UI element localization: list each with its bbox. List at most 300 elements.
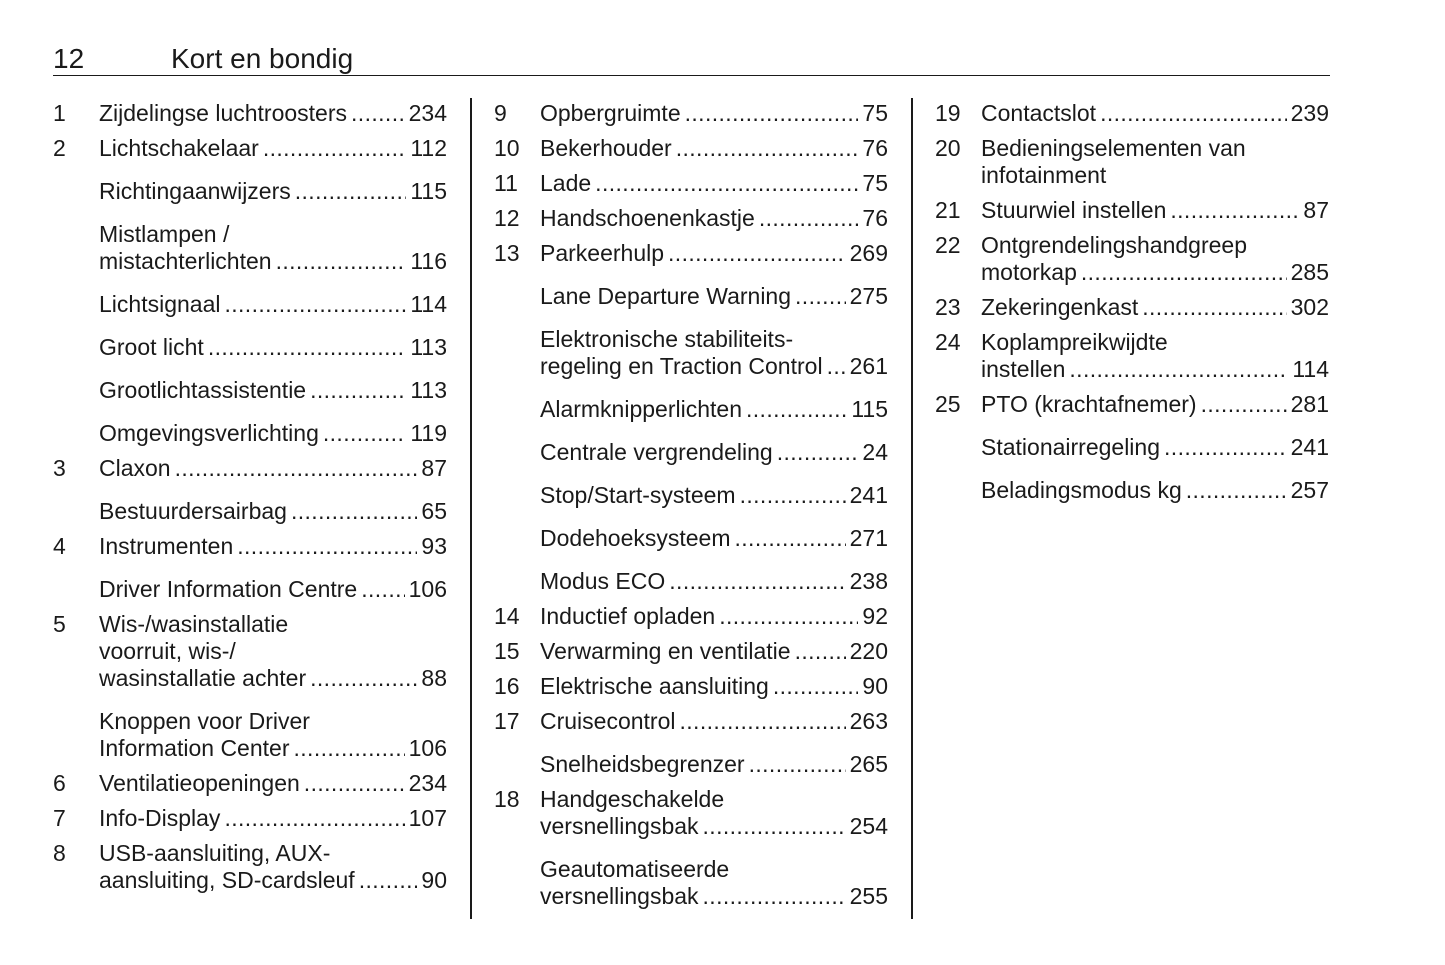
entry-line-with-page: [540, 603, 888, 630]
entry-line: Lichtschakelaar: [99, 135, 259, 161]
entry-text: [99, 576, 447, 603]
entry-line: Bekerhouder: [540, 135, 672, 161]
index-entry: [494, 135, 888, 162]
entry-page-number: 241: [849, 482, 888, 508]
dot-leader: [749, 751, 846, 778]
entry-text: [99, 100, 447, 127]
dot-leader: [676, 135, 859, 162]
entry-line: Stationairregeling: [981, 434, 1161, 460]
entry-page-number: 93: [421, 533, 447, 559]
entry-line-with-page: [99, 291, 447, 318]
entry-number: 25: [935, 391, 961, 417]
dot-leader: [175, 455, 418, 482]
entry-number: 16: [494, 673, 520, 699]
entry-line: Dodehoeksysteem: [540, 525, 731, 551]
entry-number: 8: [53, 840, 66, 866]
entry-text: [99, 377, 447, 404]
index-entry: [494, 856, 888, 910]
dot-leader: [237, 533, 417, 560]
index-entry: [53, 498, 447, 525]
entry-number: 2: [53, 135, 66, 161]
entry-line: Stop/Start-systeem: [540, 482, 736, 508]
entry-line-with-page: [540, 135, 888, 162]
entry-line: Zijdelingse luchtroosters: [99, 100, 348, 126]
entry-line-with-page: [99, 455, 447, 482]
dot-leader: [361, 576, 404, 603]
entry-number: 10: [494, 135, 520, 161]
dot-leader: [295, 178, 407, 205]
entry-page-number: 239: [1290, 100, 1329, 126]
entry-line-with-page: [981, 477, 1329, 504]
entry-page-number: 257: [1290, 477, 1329, 503]
entry-number: 23: [935, 294, 961, 320]
entry-text: [99, 178, 447, 205]
entry-line-with-page: [981, 259, 1329, 286]
index-entry: [53, 576, 447, 603]
entry-line: Modus ECO: [540, 568, 666, 594]
entry-number: 6: [53, 770, 66, 796]
entry-line-with-page: [99, 735, 447, 762]
dot-leader: [310, 377, 406, 404]
entry-line: Driver Information Centre: [99, 576, 358, 602]
entry-line: USB-aansluiting, AUX-: [99, 840, 331, 866]
entry-page-number: 115: [410, 178, 447, 204]
entry-number: 1: [53, 100, 66, 126]
dot-leader: [1201, 391, 1287, 418]
entry-number: 13: [494, 240, 520, 266]
dot-leader: [208, 334, 407, 361]
entry-page-number: 119: [410, 420, 447, 446]
entry-page-number: 88: [421, 665, 447, 691]
entry-text: [540, 603, 888, 630]
entry-page-number: 107: [408, 805, 447, 831]
entry-line-with-page: [99, 248, 447, 275]
entry-line: mistachterlichten: [99, 248, 272, 274]
entry-page-number: 116: [410, 248, 447, 274]
entry-number: 14: [494, 603, 520, 629]
dot-leader: [293, 735, 404, 762]
entry-page-number: 220: [849, 638, 888, 664]
entry-line-with-page: [99, 498, 447, 525]
entry-line: Snelheidsbegrenzer: [540, 751, 745, 777]
entry-text: [99, 420, 447, 447]
index-entry: [494, 603, 888, 630]
entry-text: [540, 283, 888, 310]
entry-number: 24: [935, 329, 961, 355]
entry-line: Ventilatieopeningen: [99, 770, 300, 796]
entry-text: [540, 396, 888, 423]
entry-page-number: 271: [849, 525, 888, 551]
entry-page-number: 90: [421, 867, 447, 893]
dot-leader: [1069, 356, 1288, 383]
entry-text: [981, 391, 1329, 418]
entry-line: versnellingsbak: [540, 883, 699, 909]
entry-line: Koplampreikwijdte: [981, 329, 1168, 355]
index-column-2: [494, 100, 888, 910]
entry-text: [99, 455, 447, 482]
entry-line-with-page: [540, 100, 888, 127]
entry-line: Information Center: [99, 735, 290, 761]
entry-page-number: 302: [1290, 294, 1329, 320]
entry-line: Bedieningselementen van: [981, 135, 1246, 161]
entry-line: Lade: [540, 170, 592, 196]
entry-text: [99, 334, 447, 361]
entry-number: 9: [494, 100, 507, 126]
entry-page-number: 255: [849, 883, 888, 909]
index-entry: [935, 100, 1329, 127]
index-entry: [494, 240, 888, 267]
dot-leader: [1164, 434, 1287, 461]
entry-line: aansluiting, SD-cardsleuf: [99, 867, 355, 893]
dot-leader: [680, 708, 846, 735]
entry-page-number: 263: [849, 708, 888, 734]
entry-text: [540, 170, 888, 197]
entry-text: [981, 232, 1329, 286]
entry-text: [540, 482, 888, 509]
entry-line-with-page: [981, 197, 1329, 224]
entry-page-number: 238: [849, 568, 888, 594]
index-entry: [53, 533, 447, 560]
entry-line: PTO (krachtafnemer): [981, 391, 1197, 417]
index-entry: [494, 482, 888, 509]
index-entry: [53, 291, 447, 318]
entry-page-number: 265: [849, 751, 888, 777]
entry-line-with-page: [99, 867, 447, 894]
entry-number: 20: [935, 135, 961, 161]
dot-leader: [1142, 294, 1286, 321]
entry-line-with-page: [540, 813, 888, 840]
entry-line-with-page: [540, 240, 888, 267]
dot-leader: [351, 100, 405, 127]
entry-page-number: 106: [408, 735, 447, 761]
entry-text: [540, 240, 888, 267]
index-entry: [494, 205, 888, 232]
entry-line-with-page: [540, 673, 888, 700]
index-entry: [494, 751, 888, 778]
entry-number: 3: [53, 455, 66, 481]
dot-leader: [703, 883, 846, 910]
entry-page-number: 113: [410, 334, 447, 360]
entry-number: 22: [935, 232, 961, 258]
entry-line-with-page: [540, 353, 888, 380]
entry-text: [981, 294, 1329, 321]
entry-line-with-page: [99, 135, 447, 162]
column-divider: [911, 98, 913, 919]
entry-line-with-page: [981, 434, 1329, 461]
entry-line: Lichtsignaal: [99, 291, 221, 317]
index-entry: [53, 377, 447, 404]
index-entry: [53, 455, 447, 482]
index-entry: [494, 439, 888, 466]
entry-page-number: 106: [408, 576, 447, 602]
index-entry: [53, 770, 447, 797]
index-entry: [935, 294, 1329, 321]
entry-page-number: 241: [1290, 434, 1329, 460]
entry-line: Knoppen voor Driver: [99, 708, 310, 734]
entry-text: [99, 708, 447, 762]
entry-text: [981, 329, 1329, 383]
entry-text: [540, 326, 888, 380]
entry-line-with-page: [540, 170, 888, 197]
entry-line: Centrale vergrendeling: [540, 439, 773, 465]
header-rule: [53, 75, 1330, 76]
index-entry: [53, 178, 447, 205]
entry-text: [981, 100, 1329, 127]
entry-line-with-page: [99, 100, 447, 127]
entry-text: [540, 673, 888, 700]
index-entry: [494, 326, 888, 380]
entry-line: Cruisecontrol: [540, 708, 676, 734]
entry-line: wasinstallatie achter: [99, 665, 307, 691]
entry-text: [99, 840, 447, 894]
dot-leader: [595, 170, 858, 197]
entry-line: Ontgrendelingshandgreep: [981, 232, 1247, 258]
entry-line-with-page: [540, 482, 888, 509]
entry-page-number: 115: [851, 396, 888, 422]
index-entry: [53, 221, 447, 275]
entry-line: Stuurwiel instellen: [981, 197, 1167, 223]
entry-line-with-page: [981, 391, 1329, 418]
index-entry: [935, 197, 1329, 224]
entry-line: Handschoenenkastje: [540, 205, 755, 231]
entry-text: [540, 638, 888, 665]
dot-leader: [746, 396, 847, 423]
entry-line-with-page: [540, 205, 888, 232]
entry-line-with-page: [99, 178, 447, 205]
entry-line-with-page: [540, 396, 888, 423]
entry-text: [981, 477, 1329, 504]
dot-leader: [263, 135, 407, 162]
entry-line-with-page: [540, 751, 888, 778]
entry-line-with-page: [99, 533, 447, 560]
entry-line: Handgeschakelde: [540, 786, 725, 812]
index-entry: [494, 396, 888, 423]
entry-page-number: 285: [1290, 259, 1329, 285]
entry-number: 19: [935, 100, 961, 126]
entry-line: Beladingsmodus kg: [981, 477, 1182, 503]
entry-line-with-page: [540, 525, 888, 552]
dot-leader: [795, 283, 846, 310]
entry-line: Opbergruimte: [540, 100, 681, 126]
dot-leader: [703, 813, 846, 840]
entry-text: [99, 135, 447, 162]
entry-page-number: 234: [408, 100, 447, 126]
entry-line: Claxon: [99, 455, 171, 481]
dot-leader: [735, 525, 846, 552]
dot-leader: [310, 665, 417, 692]
dot-leader: [773, 673, 859, 700]
dot-leader: [1100, 100, 1287, 127]
entry-line: instellen: [981, 356, 1066, 382]
dot-leader: [276, 248, 407, 275]
dot-leader: [1170, 197, 1299, 224]
entry-line-with-page: [99, 420, 447, 447]
entry-page-number: 90: [862, 673, 888, 699]
entry-number: 12: [494, 205, 520, 231]
index-entry: [53, 708, 447, 762]
entry-line-with-page: [540, 283, 888, 310]
dot-leader: [323, 420, 406, 447]
entry-line-with-page: [981, 356, 1329, 383]
index-entry: [53, 420, 447, 447]
entry-line-with-page: [540, 568, 888, 595]
entry-line: Wis-/wasinstallatie: [99, 611, 289, 637]
entry-page-number: 114: [1292, 356, 1329, 382]
index-entry: [494, 100, 888, 127]
entry-line: Lane Departure Warning: [540, 283, 792, 309]
entry-text: [99, 533, 447, 560]
index-entry: [494, 568, 888, 595]
index-column-1: [53, 100, 447, 894]
entry-text: [540, 856, 888, 910]
entry-line-with-page: [99, 665, 447, 692]
entry-page-number: 92: [862, 603, 888, 629]
entry-line-with-page: [540, 439, 888, 466]
entry-line-with-page: [981, 100, 1329, 127]
entry-text: [99, 291, 447, 318]
index-entry: [53, 840, 447, 894]
entry-page-number: 281: [1290, 391, 1329, 417]
entry-page-number: 114: [410, 291, 447, 317]
entry-page-number: 65: [421, 498, 447, 524]
entry-text: [99, 611, 447, 692]
entry-line: Alarmknipperlichten: [540, 396, 742, 422]
index-entry: [935, 434, 1329, 461]
index-entry: [53, 135, 447, 162]
dot-leader: [304, 770, 405, 797]
entry-line-with-page: [99, 576, 447, 603]
index-entry: [935, 135, 1329, 189]
entry-text: [540, 439, 888, 466]
entry-number: 4: [53, 533, 66, 559]
index-entry: [494, 673, 888, 700]
dot-leader: [740, 482, 846, 509]
entry-line: Bestuurdersairbag: [99, 498, 287, 524]
entry-number: 15: [494, 638, 520, 664]
entry-text: [540, 525, 888, 552]
entry-line: motorkap: [981, 259, 1077, 285]
dot-leader: [795, 638, 846, 665]
index-entry: [494, 525, 888, 552]
entry-line: Zekeringenkast: [981, 294, 1139, 320]
entry-page-number: 269: [849, 240, 888, 266]
entry-line: infotainment: [981, 162, 1107, 188]
index-entry: [494, 283, 888, 310]
dot-leader: [1081, 259, 1287, 286]
dot-leader: [827, 353, 846, 380]
entry-line: Mistlampen /: [99, 221, 230, 247]
page-header: [53, 42, 1330, 76]
entry-line-with-page: [981, 294, 1329, 321]
index-entry: [494, 708, 888, 735]
entry-text: [540, 786, 888, 840]
entry-page-number: 275: [849, 283, 888, 309]
column-divider: [470, 98, 472, 919]
entry-line: Verwarming en ventilatie: [540, 638, 791, 664]
entry-text: [99, 770, 447, 797]
entry-text: [540, 135, 888, 162]
entry-line: Grootlichtassistentie: [99, 377, 307, 403]
dot-leader: [668, 240, 846, 267]
entry-number: 7: [53, 805, 66, 831]
entry-text: [540, 205, 888, 232]
entry-line: Geautomatiseerde: [540, 856, 730, 882]
dot-leader: [224, 291, 406, 318]
index-entry: [494, 638, 888, 665]
entry-line: voorruit, wis-/: [99, 638, 236, 664]
entry-line-with-page: [540, 638, 888, 665]
entry-line-with-page: [540, 708, 888, 735]
entry-line-with-page: [99, 805, 447, 832]
entry-line: Elektronische stabiliteits-: [540, 326, 794, 352]
index-column-3: [935, 100, 1329, 504]
dot-leader: [777, 439, 859, 466]
index-entry: [53, 805, 447, 832]
entry-page-number: 75: [862, 170, 888, 196]
entry-number: 21: [935, 197, 961, 223]
entry-line-with-page: [99, 334, 447, 361]
index-entry: [935, 391, 1329, 418]
entry-line: Richtingaanwijzers: [99, 178, 291, 204]
entry-line: Instrumenten: [99, 533, 234, 559]
entry-page-number: 76: [862, 205, 888, 231]
entry-page-number: 75: [862, 100, 888, 126]
entry-text: [540, 100, 888, 127]
entry-text: [99, 221, 447, 275]
index-entry: [935, 477, 1329, 504]
entry-text: [981, 197, 1329, 224]
entry-line: versnellingsbak: [540, 813, 699, 839]
entry-page-number: 113: [410, 377, 447, 403]
index-entry: [935, 232, 1329, 286]
entry-line: Omgevingsverlichting: [99, 420, 319, 446]
dot-leader: [291, 498, 417, 525]
entry-page-number: 261: [849, 353, 888, 379]
entry-line: Info-Display: [99, 805, 221, 831]
dot-leader: [359, 867, 418, 894]
dot-leader: [1186, 477, 1287, 504]
index-entry: [53, 334, 447, 361]
index-entry: [53, 100, 447, 127]
entry-text: [540, 708, 888, 735]
entry-number: 18: [494, 786, 520, 812]
entry-page-number: 254: [849, 813, 888, 839]
index-entry: [494, 786, 888, 840]
entry-line-with-page: [99, 770, 447, 797]
dot-leader: [685, 100, 859, 127]
entry-line-with-page: [99, 377, 447, 404]
page-title: Kort en bondig: [171, 43, 354, 74]
entry-text: [981, 135, 1329, 189]
dot-leader: [669, 568, 845, 595]
entry-number: 17: [494, 708, 520, 734]
dot-leader: [759, 205, 859, 232]
index-entry: [53, 611, 447, 692]
entry-text: [540, 568, 888, 595]
entry-page-number: 87: [421, 455, 447, 481]
entry-line: regeling en Traction Control: [540, 353, 823, 379]
entry-line: Groot licht: [99, 334, 204, 360]
entry-line: Parkeerhulp: [540, 240, 665, 266]
entry-line-with-page: [540, 883, 888, 910]
entry-number: 5: [53, 611, 66, 637]
entry-text: [981, 434, 1329, 461]
entry-page-number: 234: [408, 770, 447, 796]
entry-page-number: 87: [1303, 197, 1329, 223]
page-number: 12: [53, 43, 85, 74]
entry-text: [99, 805, 447, 832]
entry-line: Contactslot: [981, 100, 1097, 126]
